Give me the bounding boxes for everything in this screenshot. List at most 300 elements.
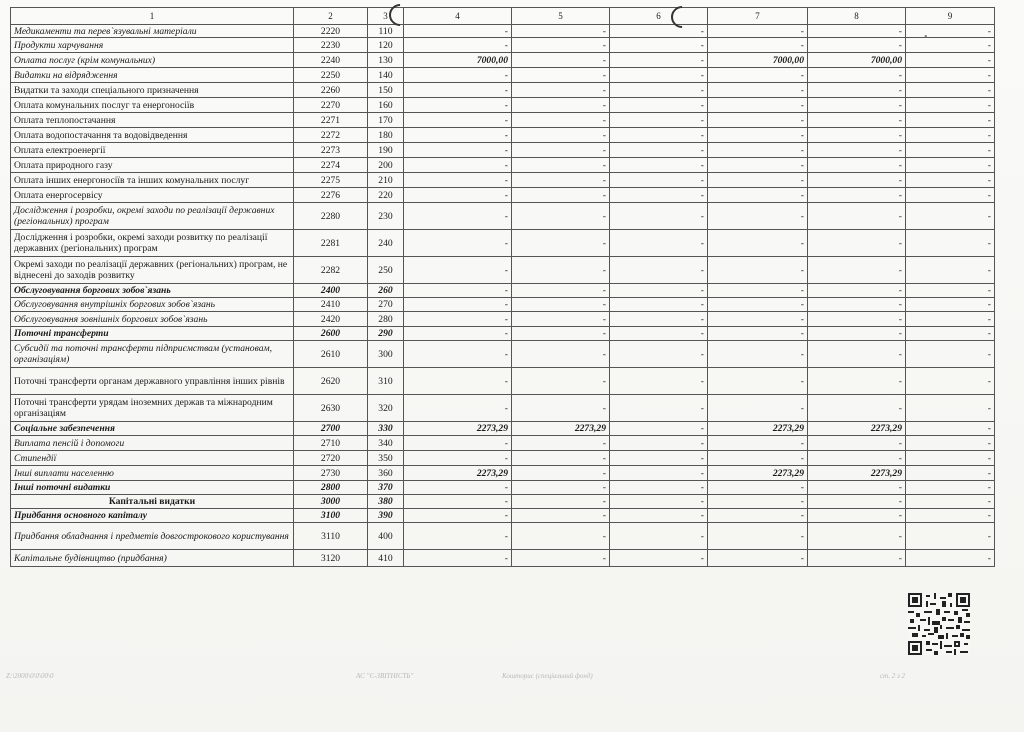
row-name-cell: Оплата електроенергії: [11, 143, 294, 158]
value-cell-col8: -: [808, 128, 906, 143]
value-cell-col9: -: [906, 113, 995, 128]
value-cell-col8: -: [808, 523, 906, 550]
table-row: [11, 98, 995, 113]
value-cell-col6: -: [610, 257, 708, 284]
table-row: [11, 158, 995, 173]
row-code-cell: 370: [368, 481, 404, 495]
value-cell-col9: -: [906, 436, 995, 451]
row-code-cell: 130: [368, 53, 404, 68]
row-name-cell: Дослідження і розробки, окремі заходи по реалізації державних (регіональних) програм: [11, 203, 294, 230]
value-cell-col5: -: [512, 128, 610, 143]
row-code-cell: 200: [368, 158, 404, 173]
value-cell-col8: -: [808, 481, 906, 495]
value-cell-col8: 2273,29: [808, 466, 906, 481]
value-cell-col5: -: [512, 284, 610, 298]
value-cell-col8: -: [808, 68, 906, 83]
value-cell-col8: -: [808, 98, 906, 113]
value-cell-col6: -: [610, 422, 708, 436]
value-cell-col9: -: [906, 173, 995, 188]
value-cell-col9: -: [906, 368, 995, 395]
value-cell-col9: -: [906, 523, 995, 550]
economic-code-cell: 2275: [294, 173, 368, 188]
economic-code-cell: 2272: [294, 128, 368, 143]
value-cell-col7: 2273,29: [708, 466, 808, 481]
column-number-header-row: [11, 8, 995, 25]
value-cell-col7: -: [708, 113, 808, 128]
economic-code-cell: 2250: [294, 68, 368, 83]
row-code-cell: 390: [368, 509, 404, 523]
table-row: [11, 466, 995, 481]
economic-code-cell: 2274: [294, 158, 368, 173]
economic-code-cell: 2282: [294, 257, 368, 284]
row-name-cell: Оплата природного газу: [11, 158, 294, 173]
row-name-cell: Придбання обладнання і предметів довгострокового користування: [11, 523, 294, 550]
value-cell-col4: -: [404, 298, 512, 312]
economic-code-cell: 2280: [294, 203, 368, 230]
value-cell-col4: -: [404, 284, 512, 298]
value-cell-col5: -: [512, 68, 610, 83]
value-cell-col6: -: [610, 53, 708, 68]
value-cell-col7: 2273,29: [708, 422, 808, 436]
row-name-cell: Окремі заходи по реалізації державних (регіональних) програм, не віднесені до заходів розвитку: [11, 257, 294, 284]
row-code-cell: 290: [368, 327, 404, 341]
value-cell-col6: -: [610, 158, 708, 173]
value-cell-col4: -: [404, 312, 512, 327]
row-code-cell: 140: [368, 68, 404, 83]
value-cell-col8: -: [808, 113, 906, 128]
economic-code-cell: 2230: [294, 38, 368, 53]
value-cell-col8: -: [808, 257, 906, 284]
value-cell-col9: -: [906, 495, 995, 509]
row-name-cell: Субсидії та поточні трансферти підприємствам (установам, організаціям): [11, 341, 294, 368]
value-cell-col4: -: [404, 341, 512, 368]
table-row: [11, 284, 995, 298]
economic-code-cell: 2730: [294, 466, 368, 481]
value-cell-col5: -: [512, 257, 610, 284]
row-code-cell: 240: [368, 230, 404, 257]
value-cell-col7: -: [708, 298, 808, 312]
table-row: [11, 25, 995, 38]
value-cell-col5: -: [512, 98, 610, 113]
value-cell-col8: -: [808, 230, 906, 257]
value-cell-col9: -: [906, 188, 995, 203]
header-cell: 1: [11, 8, 294, 25]
row-code-cell: 340: [368, 436, 404, 451]
value-cell-col8: -: [808, 451, 906, 466]
row-name-cell: Соціальне забезпечення: [11, 422, 294, 436]
value-cell-col5: -: [512, 466, 610, 481]
value-cell-col6: -: [610, 83, 708, 98]
value-cell-col5: -: [512, 298, 610, 312]
row-code-cell: 250: [368, 257, 404, 284]
value-cell-col7: -: [708, 523, 808, 550]
row-name-cell: Оплата енергосервісу: [11, 188, 294, 203]
value-cell-col5: -: [512, 436, 610, 451]
value-cell-col7: -: [708, 98, 808, 113]
table-row: [11, 451, 995, 466]
row-code-cell: 180: [368, 128, 404, 143]
value-cell-col5: 2273,29: [512, 422, 610, 436]
economic-code-cell: 3120: [294, 550, 368, 567]
header-cell: 6: [610, 8, 708, 25]
value-cell-col8: -: [808, 395, 906, 422]
value-cell-col6: -: [610, 173, 708, 188]
value-cell-col4: 2273,29: [404, 422, 512, 436]
value-cell-col7: -: [708, 38, 808, 53]
value-cell-col9: -: [906, 25, 995, 38]
table-row: [11, 523, 995, 550]
table-row: [11, 550, 995, 567]
value-cell-col7: -: [708, 68, 808, 83]
value-cell-col8: -: [808, 158, 906, 173]
row-name-cell: Оплата інших енергоносіїв та інших комунальних послуг: [11, 173, 294, 188]
value-cell-col4: -: [404, 173, 512, 188]
value-cell-col8: -: [808, 327, 906, 341]
table-row: [11, 495, 995, 509]
value-cell-col7: -: [708, 341, 808, 368]
value-cell-col7: -: [708, 395, 808, 422]
table-row: [11, 436, 995, 451]
table-row: [11, 230, 995, 257]
value-cell-col5: -: [512, 230, 610, 257]
table-row: [11, 53, 995, 68]
value-cell-col9: -: [906, 284, 995, 298]
value-cell-col7: -: [708, 230, 808, 257]
economic-code-cell: 2400: [294, 284, 368, 298]
row-code-cell: 330: [368, 422, 404, 436]
value-cell-col6: -: [610, 481, 708, 495]
economic-code-cell: 2271: [294, 113, 368, 128]
value-cell-col9: -: [906, 257, 995, 284]
value-cell-col4: -: [404, 25, 512, 38]
page-footer: [0, 672, 1024, 686]
value-cell-col8: -: [808, 368, 906, 395]
value-cell-col6: -: [610, 298, 708, 312]
row-code-cell: 260: [368, 284, 404, 298]
row-name-cell: Оплата теплопостачання: [11, 113, 294, 128]
value-cell-col4: -: [404, 368, 512, 395]
value-cell-col6: -: [610, 395, 708, 422]
value-cell-col4: -: [404, 158, 512, 173]
value-cell-col4: 7000,00: [404, 53, 512, 68]
value-cell-col9: -: [906, 312, 995, 327]
value-cell-col7: -: [708, 143, 808, 158]
economic-code-cell: 2800: [294, 481, 368, 495]
value-cell-col8: 2273,29: [808, 422, 906, 436]
row-name-cell: Оплата водопостачання та водовідведення: [11, 128, 294, 143]
economic-code-cell: 2281: [294, 230, 368, 257]
table-row: [11, 203, 995, 230]
value-cell-col7: -: [708, 436, 808, 451]
value-cell-col9: -: [906, 341, 995, 368]
header-cell: 4: [404, 8, 512, 25]
value-cell-col9: -: [906, 395, 995, 422]
value-cell-col4: -: [404, 495, 512, 509]
table-row: [11, 509, 995, 523]
row-name-cell: Видатки на відрядження: [11, 68, 294, 83]
value-cell-col5: -: [512, 83, 610, 98]
value-cell-col7: -: [708, 173, 808, 188]
value-cell-col5: -: [512, 451, 610, 466]
value-cell-col4: -: [404, 98, 512, 113]
value-cell-col9: -: [906, 98, 995, 113]
value-cell-col9: -: [906, 327, 995, 341]
value-cell-col7: 7000,00: [708, 53, 808, 68]
row-code-cell: 170: [368, 113, 404, 128]
value-cell-col6: -: [610, 341, 708, 368]
value-cell-col8: -: [808, 509, 906, 523]
row-code-cell: 270: [368, 298, 404, 312]
value-cell-col8: -: [808, 436, 906, 451]
value-cell-col9: -: [906, 298, 995, 312]
value-cell-col7: -: [708, 128, 808, 143]
value-cell-col5: -: [512, 523, 610, 550]
economic-code-cell: 2620: [294, 368, 368, 395]
value-cell-col8: -: [808, 173, 906, 188]
value-cell-col5: -: [512, 38, 610, 53]
economic-code-cell: 3000: [294, 495, 368, 509]
economic-code-cell: 2720: [294, 451, 368, 466]
row-code-cell: 320: [368, 395, 404, 422]
row-name-cell: Продукти харчування: [11, 38, 294, 53]
value-cell-col4: -: [404, 68, 512, 83]
value-cell-col6: -: [610, 203, 708, 230]
value-cell-col5: -: [512, 143, 610, 158]
economic-code-cell: 3110: [294, 523, 368, 550]
table-row: [11, 257, 995, 284]
row-code-cell: 280: [368, 312, 404, 327]
table-row: [11, 83, 995, 98]
value-cell-col7: -: [708, 451, 808, 466]
value-cell-col9: -: [906, 422, 995, 436]
footer-system-name: АС "Є-ЗВІТНІСТЬ": [356, 672, 414, 680]
value-cell-col9: -: [906, 509, 995, 523]
row-name-cell: Обслуговування внутрішніх боргових зобов`язань: [11, 298, 294, 312]
value-cell-col9: -: [906, 83, 995, 98]
economic-code-cell: 2600: [294, 327, 368, 341]
row-name-cell: Обслуговування боргових зобов`язань: [11, 284, 294, 298]
row-code-cell: 220: [368, 188, 404, 203]
table-row: [11, 368, 995, 395]
row-name-cell: Поточні трансферти органам державного управління інших рівнів: [11, 368, 294, 395]
footer-document-name: Кошторис (спеціальний фонд): [502, 672, 593, 680]
value-cell-col7: -: [708, 188, 808, 203]
table-row: [11, 481, 995, 495]
value-cell-col5: -: [512, 25, 610, 38]
value-cell-col4: -: [404, 188, 512, 203]
footer-page-number: ст. 2 з 2: [880, 672, 905, 680]
value-cell-col5: -: [512, 550, 610, 567]
value-cell-col8: -: [808, 341, 906, 368]
value-cell-col6: -: [610, 68, 708, 83]
value-cell-col8: -: [808, 284, 906, 298]
row-code-cell: 360: [368, 466, 404, 481]
row-code-cell: 400: [368, 523, 404, 550]
value-cell-col6: -: [610, 368, 708, 395]
value-cell-col8: -: [808, 203, 906, 230]
row-code-cell: 150: [368, 83, 404, 98]
value-cell-col7: -: [708, 509, 808, 523]
row-name-cell: Видатки та заходи спеціального призначення: [11, 83, 294, 98]
table-row: [11, 312, 995, 327]
row-name-cell: Оплата комунальних послуг та енергоносіїв: [11, 98, 294, 113]
table-row: [11, 38, 995, 53]
value-cell-col6: -: [610, 495, 708, 509]
row-code-cell: 410: [368, 550, 404, 567]
footer-file-path: Z:\2000\0\0\00\0: [6, 672, 54, 680]
economic-code-cell: 2410: [294, 298, 368, 312]
value-cell-col5: -: [512, 341, 610, 368]
row-name-cell: Оплата послуг (крім комунальних): [11, 53, 294, 68]
value-cell-col8: -: [808, 550, 906, 567]
value-cell-col6: -: [610, 38, 708, 53]
value-cell-col6: -: [610, 451, 708, 466]
value-cell-col4: -: [404, 83, 512, 98]
value-cell-col5: -: [512, 113, 610, 128]
row-code-cell: 230: [368, 203, 404, 230]
value-cell-col9: -: [906, 68, 995, 83]
row-code-cell: 190: [368, 143, 404, 158]
value-cell-col4: -: [404, 143, 512, 158]
economic-code-cell: 2260: [294, 83, 368, 98]
value-cell-col4: -: [404, 523, 512, 550]
value-cell-col4: -: [404, 203, 512, 230]
value-cell-col8: -: [808, 38, 906, 53]
value-cell-col7: -: [708, 495, 808, 509]
value-cell-col6: -: [610, 113, 708, 128]
value-cell-col9: -: [906, 128, 995, 143]
value-cell-col6: -: [610, 230, 708, 257]
value-cell-col7: -: [708, 327, 808, 341]
value-cell-col6: -: [610, 143, 708, 158]
value-cell-col5: -: [512, 327, 610, 341]
table-row: [11, 173, 995, 188]
header-cell: 9: [906, 8, 995, 25]
table-row: [11, 68, 995, 83]
row-name-cell: Придбання основного капіталу: [11, 509, 294, 523]
table-row: [11, 395, 995, 422]
table-row: [11, 298, 995, 312]
economic-code-cell: 2700: [294, 422, 368, 436]
value-cell-col6: -: [610, 98, 708, 113]
value-cell-col9: -: [906, 466, 995, 481]
value-cell-col6: -: [610, 327, 708, 341]
economic-code-cell: 2710: [294, 436, 368, 451]
value-cell-col8: -: [808, 495, 906, 509]
value-cell-col5: -: [512, 158, 610, 173]
value-cell-col7: -: [708, 257, 808, 284]
value-cell-col9: -: [906, 158, 995, 173]
value-cell-col9: -: [906, 230, 995, 257]
economic-code-cell: 2276: [294, 188, 368, 203]
value-cell-col9: -: [906, 53, 995, 68]
value-cell-col9: -: [906, 143, 995, 158]
value-cell-col7: -: [708, 25, 808, 38]
row-name-cell: Капітальне будівництво (придбання): [11, 550, 294, 567]
row-name-cell: Медикаменти та перев`язувальні матеріали: [11, 25, 294, 38]
value-cell-col7: -: [708, 158, 808, 173]
row-code-cell: 210: [368, 173, 404, 188]
value-cell-col7: -: [708, 550, 808, 567]
value-cell-col7: -: [708, 284, 808, 298]
table-row: [11, 327, 995, 341]
value-cell-col4: -: [404, 257, 512, 284]
row-code-cell: 160: [368, 98, 404, 113]
value-cell-col9: -: [906, 481, 995, 495]
qr-code-icon: [908, 593, 970, 655]
value-cell-col9: -: [906, 451, 995, 466]
row-name-cell: Капітальні видатки: [11, 495, 294, 509]
value-cell-col4: -: [404, 436, 512, 451]
value-cell-col8: -: [808, 312, 906, 327]
row-code-cell: 310: [368, 368, 404, 395]
value-cell-col5: -: [512, 188, 610, 203]
table-row: [11, 341, 995, 368]
value-cell-col8: 7000,00: [808, 53, 906, 68]
row-name-cell: Поточні трансферти: [11, 327, 294, 341]
economic-code-cell: 2240: [294, 53, 368, 68]
row-code-cell: 120: [368, 38, 404, 53]
header-cell: 8: [808, 8, 906, 25]
value-cell-col5: -: [512, 395, 610, 422]
table-row: [11, 113, 995, 128]
row-name-cell: Інші поточні видатки: [11, 481, 294, 495]
value-cell-col6: -: [610, 466, 708, 481]
table-row: [11, 128, 995, 143]
value-cell-col8: -: [808, 188, 906, 203]
row-name-cell: Поточні трансферти урядам іноземних держав та міжнародним організаціям: [11, 395, 294, 422]
economic-code-cell: 2220: [294, 25, 368, 38]
value-cell-col6: -: [610, 550, 708, 567]
value-cell-col5: -: [512, 368, 610, 395]
header-cell: 3: [368, 8, 404, 25]
header-cell: 5: [512, 8, 610, 25]
value-cell-col4: -: [404, 550, 512, 567]
row-name-cell: Стипендії: [11, 451, 294, 466]
row-code-cell: 300: [368, 341, 404, 368]
value-cell-col8: -: [808, 83, 906, 98]
value-cell-col5: -: [512, 481, 610, 495]
value-cell-col8: -: [808, 143, 906, 158]
value-cell-col9: -: [906, 38, 995, 53]
value-cell-col4: -: [404, 481, 512, 495]
value-cell-col6: -: [610, 312, 708, 327]
row-code-cell: 110: [368, 25, 404, 38]
value-cell-col7: -: [708, 481, 808, 495]
value-cell-col5: -: [512, 495, 610, 509]
value-cell-col5: -: [512, 312, 610, 327]
value-cell-col4: -: [404, 327, 512, 341]
value-cell-col7: -: [708, 203, 808, 230]
value-cell-col8: -: [808, 25, 906, 38]
value-cell-col6: -: [610, 436, 708, 451]
table-row: [11, 143, 995, 158]
economic-code-cell: 2610: [294, 341, 368, 368]
value-cell-col9: -: [906, 203, 995, 230]
row-code-cell: 350: [368, 451, 404, 466]
row-name-cell: Виплата пенсій і допомоги: [11, 436, 294, 451]
value-cell-col7: -: [708, 83, 808, 98]
value-cell-col6: -: [610, 523, 708, 550]
value-cell-col4: -: [404, 230, 512, 257]
budget-report-table: [10, 7, 995, 567]
value-cell-col4: 2273,29: [404, 466, 512, 481]
value-cell-col6: -: [610, 128, 708, 143]
value-cell-col4: -: [404, 38, 512, 53]
value-cell-col6: -: [610, 188, 708, 203]
table-row: [11, 422, 995, 436]
economic-code-cell: 2270: [294, 98, 368, 113]
